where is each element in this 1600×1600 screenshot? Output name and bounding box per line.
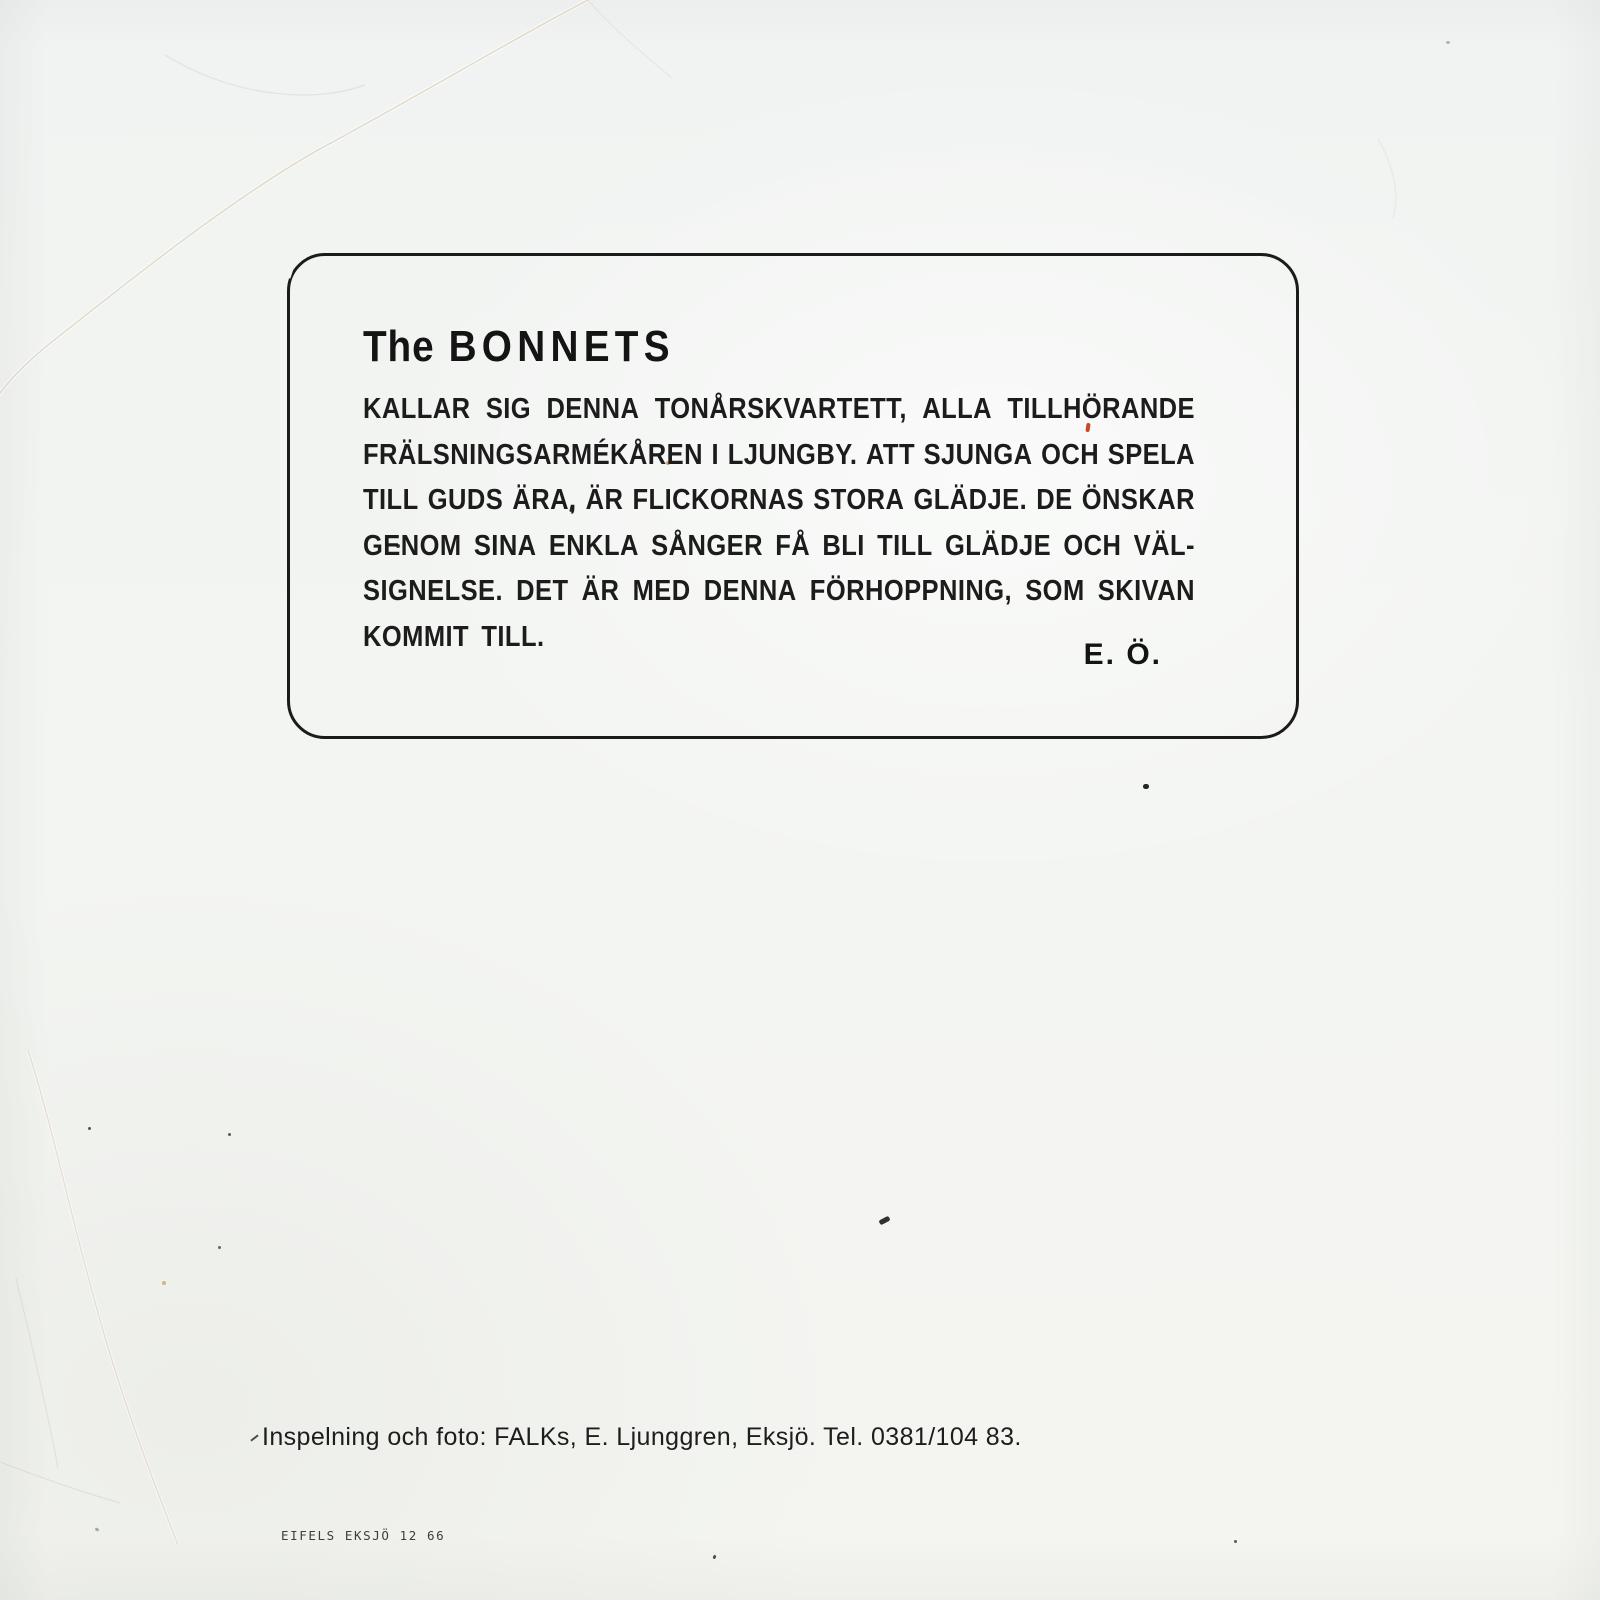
credit-line: Inspelning och foto: FALKs, E. Ljunggren, Eksjö. Tel. 0381/104 83. [262, 1423, 1022, 1451]
word: BLI [822, 529, 865, 562]
word: SÅNGER [651, 529, 763, 562]
word: FÖRHOPPNING, [809, 575, 1013, 608]
word: DENNA [546, 393, 640, 426]
word: TILLHÖRANDE [1007, 393, 1196, 426]
word: ÄRA, [512, 484, 577, 517]
word: TILL. [481, 620, 545, 653]
word: ENKLA [548, 529, 639, 562]
word: DE [1036, 484, 1073, 517]
ink-speck [218, 1246, 221, 1249]
word: GENOM [363, 529, 462, 562]
word: GUDS [427, 484, 504, 517]
word: SINA [473, 529, 537, 562]
word: OCH [1063, 529, 1122, 562]
border-ink-break [285, 267, 294, 278]
word: GLÄDJE [944, 529, 1052, 562]
word: SIG [485, 393, 532, 426]
word: MED [632, 575, 691, 608]
ink-speck [162, 1281, 166, 1285]
word: SPELA [1107, 438, 1196, 471]
ink-speck [712, 1555, 716, 1560]
ink-speck [88, 1127, 91, 1130]
liner-notes-line [363, 569, 1195, 615]
word: OCH [1041, 438, 1100, 471]
word: ALLA [922, 393, 993, 426]
word: ÖNSKAR [1081, 484, 1195, 517]
word: DENNA [703, 575, 797, 608]
word: SKIVAN [1097, 575, 1195, 608]
word: VÄL- [1133, 529, 1195, 562]
liner-notes-line [363, 433, 1195, 479]
band-title-prefix: The [363, 322, 435, 371]
liner-notes-line [363, 615, 1195, 661]
word: SOM [1025, 575, 1085, 608]
liner-notes-text [363, 387, 1195, 660]
word: FÅ [775, 529, 811, 562]
word: DET [516, 575, 569, 608]
word: KOMMIT [363, 620, 470, 653]
word: STORA [813, 484, 905, 517]
liner-notes-line [363, 524, 1195, 570]
word: TILL [363, 484, 419, 517]
word: SIGNELSE. [363, 575, 504, 608]
word: LJUNGBY. [727, 438, 858, 471]
word: TONÅRSKVARTETT, [654, 393, 907, 426]
ink-speck [1143, 784, 1149, 789]
ink-speck [878, 1216, 890, 1226]
word: FRÄLSNINGSARMÉKÅREN [363, 438, 703, 471]
stray-mark [250, 1434, 258, 1441]
word: GLÄDJE. [913, 484, 1028, 517]
word: KALLAR [363, 393, 471, 426]
band-title [363, 322, 675, 371]
word: TILL [877, 529, 933, 562]
word: SJUNGA [923, 438, 1033, 471]
ink-speck [228, 1133, 231, 1136]
band-title-name: BONNETS [448, 322, 675, 371]
word: ATT [865, 438, 915, 471]
ink-speck [1446, 41, 1450, 44]
ink-speck [1234, 1540, 1237, 1543]
liner-notes-box [287, 253, 1299, 739]
signature-initials: E. Ö. [1083, 638, 1162, 671]
printer-mark: EIFELS EKSJÖ 12 66 [281, 1528, 446, 1543]
word: ÄR [581, 575, 620, 608]
word: ÄR [585, 484, 624, 517]
word: I [711, 438, 720, 471]
ink-speck [95, 1527, 100, 1532]
liner-notes-line [363, 387, 1195, 433]
word: FLICKORNAS [632, 484, 805, 517]
liner-notes-line [363, 478, 1195, 524]
